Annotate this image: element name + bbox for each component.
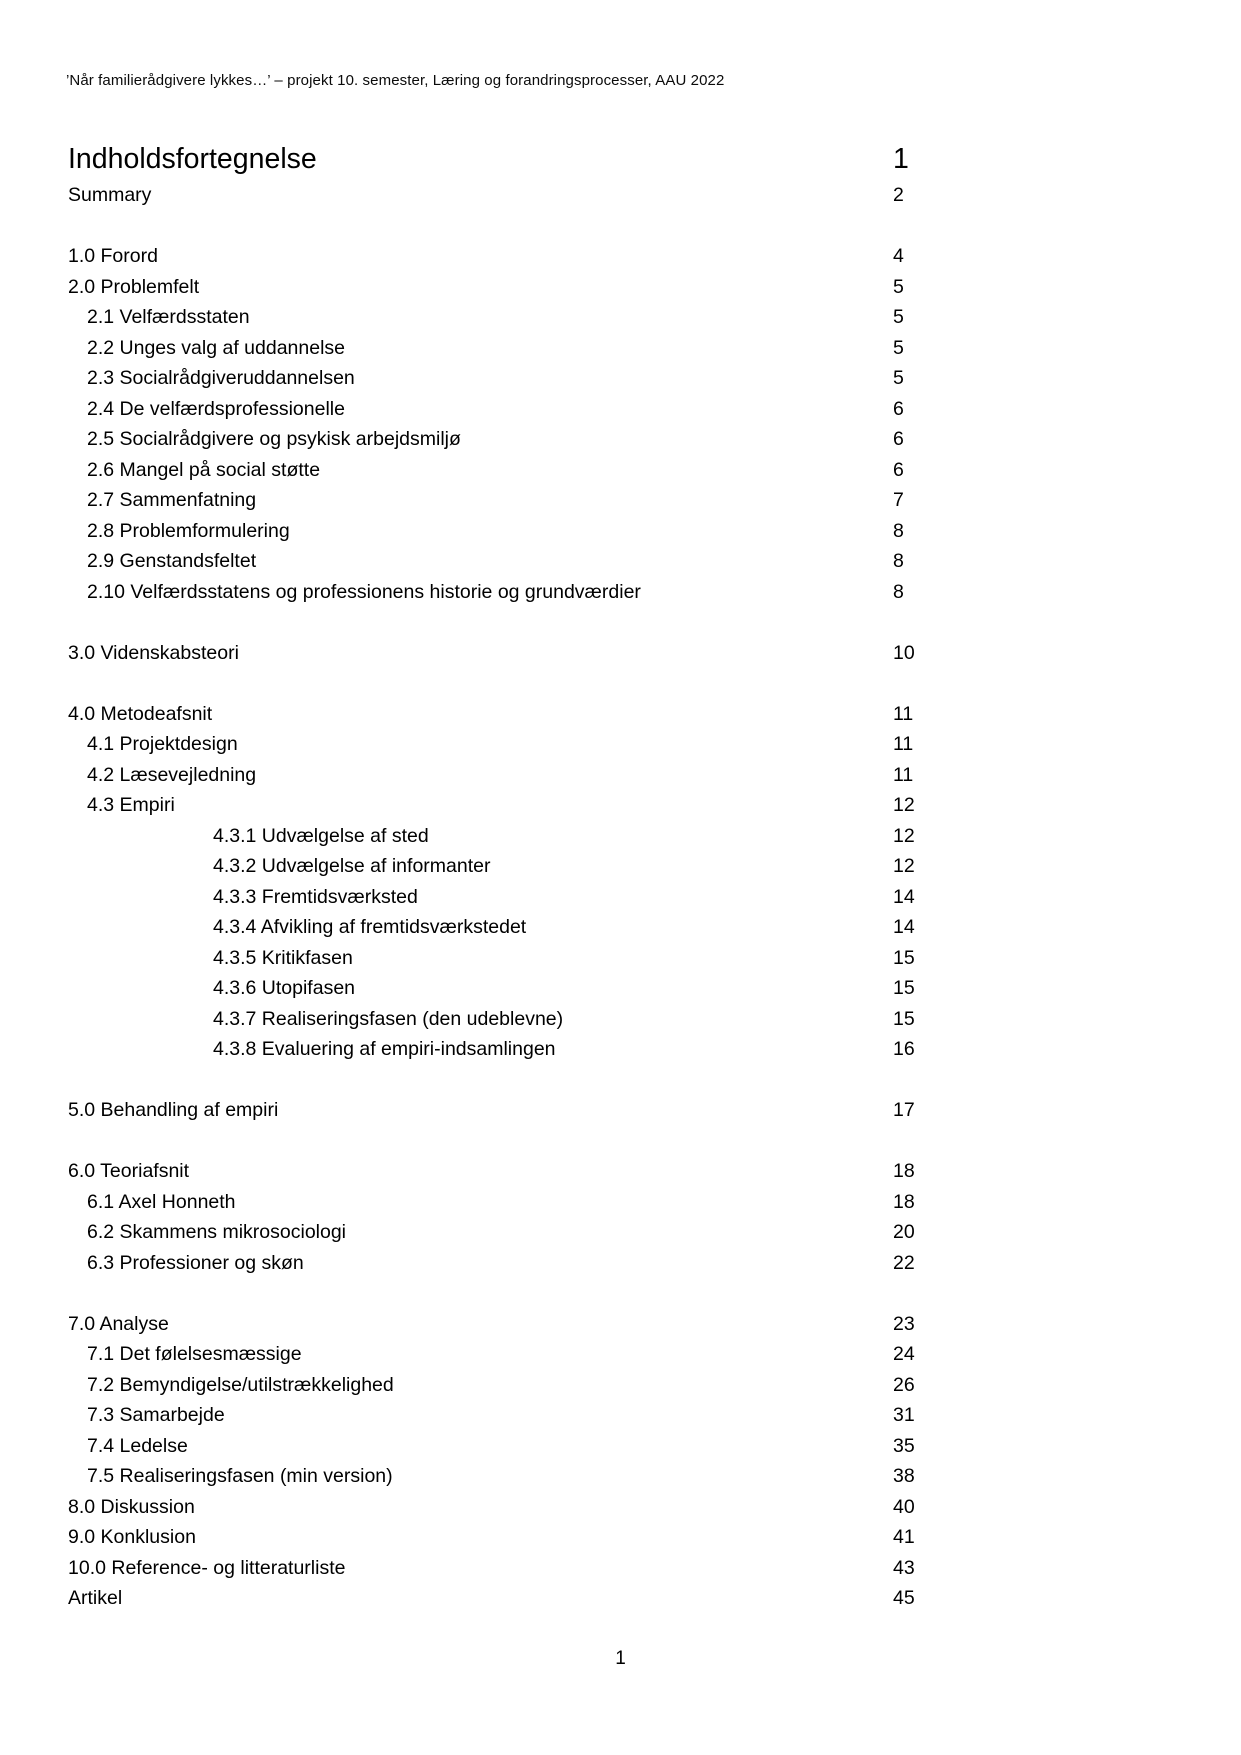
toc-entry-page: 11 [893,733,914,755]
toc-entry-page: 15 [893,946,915,969]
toc-entry-page: 16 [893,1038,915,1060]
toc-row [68,851,948,882]
toc-entry-label[interactable]: 4.3.2 Udvælgelse af informanter [213,855,491,877]
toc-entry-page: 5 [893,367,904,389]
toc-row [68,577,948,608]
toc-row [68,485,948,516]
toc-spacer [68,668,948,699]
toc-row [68,241,948,272]
toc-entry-label[interactable]: Artikel [68,1587,123,1609]
toc-entry-page: 8 [893,550,904,572]
toc-row [68,1461,948,1492]
toc-row [68,424,948,455]
toc-entry-page: 24 [893,1343,915,1365]
toc-row [68,1583,948,1614]
toc-spacer [68,1065,948,1096]
toc-entry-page: 18 [893,1160,915,1182]
toc-row [68,943,948,974]
toc-entry-label[interactable]: 8.0 Diskussion [68,1495,195,1518]
toc-entry-label[interactable]: 2.5 Socialrådgivere og psykisk arbejdsmiljø [87,428,461,450]
toc-entry-page: 11 [893,702,914,725]
toc-entry-label[interactable]: 7.3 Samarbejde [87,1404,225,1426]
toc-entry-label[interactable]: 7.5 Realiseringsfasen (min version) [87,1465,393,1487]
toc-entry-page: 35 [893,1434,915,1457]
toc-row [68,516,948,547]
toc-list [68,139,948,1614]
toc-row [68,180,948,211]
toc-entry-label[interactable]: 4.3.7 Realiseringsfasen (den udeblevne) [213,1007,564,1030]
toc-entry-page: 31 [893,1404,915,1426]
toc-entry-page: 10 [893,641,915,664]
toc-row [68,333,948,364]
toc-row [68,1095,948,1126]
toc-row [68,455,948,486]
toc-entry-label[interactable]: 2.2 Unges valg af uddannelse [87,336,346,359]
toc-entry-page: 18 [893,1190,915,1213]
toc-entry-page: 12 [893,794,915,816]
toc-row [68,1431,948,1462]
toc-entry-label[interactable]: 4.3.8 Evaluering af empiri-indsamlingen [213,1038,556,1060]
running-header: ’Når familierådgivere lykkes…’ – projekt 10. semester, Læring og forandringsprocesser, AAU 2022 [66,72,725,89]
toc-spacer [68,1278,948,1309]
toc-entry-page: 8 [893,519,904,542]
toc-entry-label[interactable]: 4.2 Læsevejledning [87,763,257,786]
toc-entry-label[interactable]: 2.8 Problemformulering [87,519,290,542]
toc-entry-label[interactable]: 6.2 Skammens mikrosociologi [87,1221,347,1243]
toc-entry-page: 43 [893,1556,915,1579]
toc-entry-page: 23 [893,1312,915,1335]
toc-row [68,729,948,760]
toc-row [68,760,948,791]
toc-entry-page: 15 [893,1007,915,1030]
toc-entry-page: 6 [893,397,904,420]
toc-entry-label[interactable]: 1.0 Forord [68,245,158,267]
toc-entry-page: 14 [893,885,915,908]
toc-entry-page: 15 [893,977,915,999]
toc-row [68,790,948,821]
toc-row [68,1004,948,1035]
toc-entry-label[interactable]: 7.2 Bemyndigelse/utilstrækkelighed [87,1373,394,1396]
toc-row [68,1370,948,1401]
toc-entry-page: 12 [893,824,915,847]
toc-title-page: 1 [893,143,909,175]
toc-row [68,1400,948,1431]
footer-page-number: 1 [615,1648,626,1669]
toc-entry-label[interactable]: 6.0 Teoriafsnit [68,1160,190,1182]
toc-entry-label[interactable]: 2.7 Sammenfatning [87,489,257,511]
toc-entry-label[interactable]: 2.1 Velfærdsstaten [87,306,250,328]
toc-entry-label[interactable]: 2.3 Socialrådgiveruddannelsen [87,367,355,389]
toc-row [68,1156,948,1187]
toc-entry-label[interactable]: 4.3.3 Fremtidsværksted [213,885,418,908]
toc-entry-label[interactable]: 10.0 Reference- og litteraturliste [68,1556,346,1579]
toc-row [68,699,948,730]
toc-spacer [68,1126,948,1157]
toc-title: Indholdsfortegnelse [68,143,317,175]
toc-row [68,1522,948,1553]
toc-row [68,1553,948,1584]
toc-entry-page: 26 [893,1373,915,1396]
toc-entry-label[interactable]: 3.0 Videnskabsteori [68,641,239,664]
toc-entry-label[interactable]: 2.9 Genstandsfeltet [87,550,257,572]
toc-entry-label[interactable]: 4.3.1 Udvælgelse af sted [213,824,429,847]
toc-entry-label[interactable]: 7.1 Det følelsesmæssige [87,1343,302,1365]
toc-row [68,821,948,852]
toc-row [68,912,948,943]
toc-entry-page: 45 [893,1587,915,1609]
toc-spacer [68,211,948,242]
toc-entry-label[interactable]: 4.0 Metodeafsnit [68,702,213,725]
toc-entry-page: 40 [893,1495,915,1518]
toc-entry-page: 6 [893,458,904,481]
toc-row [68,546,948,577]
toc-entry-page: 38 [893,1465,915,1487]
toc-row [68,882,948,913]
toc-entry-page: 5 [893,306,904,328]
toc-row [68,1187,948,1218]
toc-entry-page: 5 [893,336,904,359]
toc-entry-page: 20 [893,1221,915,1243]
toc-entry-label[interactable]: 4.3 Empiri [87,794,175,816]
toc-row [68,363,948,394]
toc-entry-page: 4 [893,245,904,267]
toc-entry-label[interactable]: 6.3 Professioner og skøn [87,1251,304,1274]
toc-entry-label[interactable]: Summary [68,184,152,206]
toc-row [68,302,948,333]
toc-entry-page: 8 [893,580,904,603]
toc-row [68,1492,948,1523]
toc-row [68,272,948,303]
toc-row [68,1217,948,1248]
toc-row [68,973,948,1004]
toc-entry-page: 22 [893,1251,915,1274]
toc-entry-label[interactable]: 4.3.6 Utopifasen [213,977,356,999]
toc-entry-page: 11 [893,763,914,786]
toc-entry-page: 5 [893,275,904,298]
toc-row [68,1034,948,1065]
toc-entry-page: 12 [893,855,915,877]
toc-entry-label[interactable]: 9.0 Konklusion [68,1526,196,1548]
toc-entry-label[interactable]: 6.1 Axel Honneth [87,1190,236,1213]
toc-entry-page: 6 [893,428,904,450]
toc-entry-page: 14 [893,916,915,938]
toc-row [68,394,948,425]
toc-entry-label[interactable]: 2.10 Velfærdsstatens og professionens historie og grundværdier [87,580,641,603]
toc-entry-label[interactable]: 7.4 Ledelse [87,1434,188,1457]
toc-entry-page: 2 [893,184,904,206]
toc-row [68,638,948,669]
toc-entry-label[interactable]: 5.0 Behandling af empiri [68,1099,279,1121]
toc-entry-label[interactable]: 4.3.5 Kritikfasen [213,946,353,969]
toc-row [68,1339,948,1370]
toc-entry-label[interactable]: 2.4 De velfærdsprofessionelle [87,397,345,420]
toc-entry-label[interactable]: 4.1 Projektdesign [87,733,238,755]
toc-entry-label[interactable]: 2.6 Mangel på social støtte [87,458,321,481]
toc-row [68,1309,948,1340]
toc-entry-label[interactable]: 7.0 Analyse [68,1312,169,1335]
toc-entry-label[interactable]: 4.3.4 Afvikling af fremtidsværkstedet [213,916,527,938]
toc-spacer [68,607,948,638]
toc-entry-page: 7 [893,489,904,511]
toc-entry-page: 17 [893,1099,915,1121]
toc-row [68,1248,948,1279]
toc-title-row [68,139,948,180]
toc-entry-page: 41 [893,1526,915,1548]
toc-entry-label[interactable]: 2.0 Problemfelt [68,275,200,298]
